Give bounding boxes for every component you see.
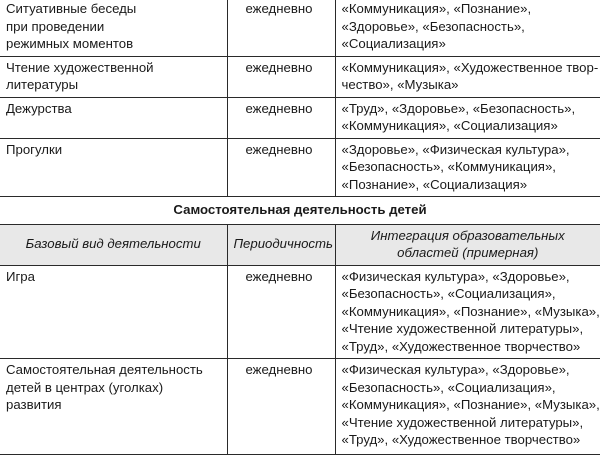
column-header-period: Периодичность	[227, 224, 335, 265]
column-header-areas: Интеграция образовательных областей (примерная)	[335, 224, 600, 265]
activity-cell: Самостоятельная деятельность детей в центрах (уголках) развития	[0, 359, 227, 455]
table-row	[0, 359, 600, 455]
areas-cell: «Коммуникация», «Художественное твор- чество», «Музыка»	[335, 56, 600, 97]
areas-cell: «Коммуникация», «Познание», «Здоровье», «Безопасность», «Социализация»	[335, 0, 600, 56]
section-row	[0, 197, 600, 225]
period-cell: ежедневно	[227, 56, 335, 97]
column-header-activity: Базовый вид деятельности	[0, 224, 227, 265]
activity-cell: Ситуативные беседы при проведении режимных моментов	[0, 0, 227, 56]
period-cell: ежедневно	[227, 0, 335, 56]
section-title: Самостоятельная деятельность детей	[0, 197, 600, 225]
table-row	[0, 265, 600, 359]
table-row	[0, 0, 600, 56]
header-row	[0, 224, 600, 265]
period-cell: ежедневно	[227, 359, 335, 455]
period-cell: ежедневно	[227, 265, 335, 359]
areas-cell: «Физическая культура», «Здоровье», «Безопасность», «Социализация», «Коммуникация», «Познание», «Музыка», «Чтение художественной литературы», «Труд», «Художественное творчество»	[335, 265, 600, 359]
activity-cell: Игра	[0, 265, 227, 359]
activity-cell: Дежурства	[0, 97, 227, 138]
period-cell: ежедневно	[227, 138, 335, 197]
table-row	[0, 97, 600, 138]
areas-cell: «Здоровье», «Физическая культура», «Безопасность», «Коммуникация», «Познание», «Социализация»	[335, 138, 600, 197]
period-cell: ежедневно	[227, 97, 335, 138]
activity-cell: Чтение художественной литературы	[0, 56, 227, 97]
table-row	[0, 56, 600, 97]
activity-cell: Прогулки	[0, 138, 227, 197]
areas-cell: «Физическая культура», «Здоровье», «Безопасность», «Социализация», «Коммуникация», «Познание», «Музыка», «Чтение художественной литературы», «Труд», «Художественное творчество»	[335, 359, 600, 455]
areas-cell: «Труд», «Здоровье», «Безопасность», «Коммуникация», «Социализация»	[335, 97, 600, 138]
table-row	[0, 138, 600, 197]
